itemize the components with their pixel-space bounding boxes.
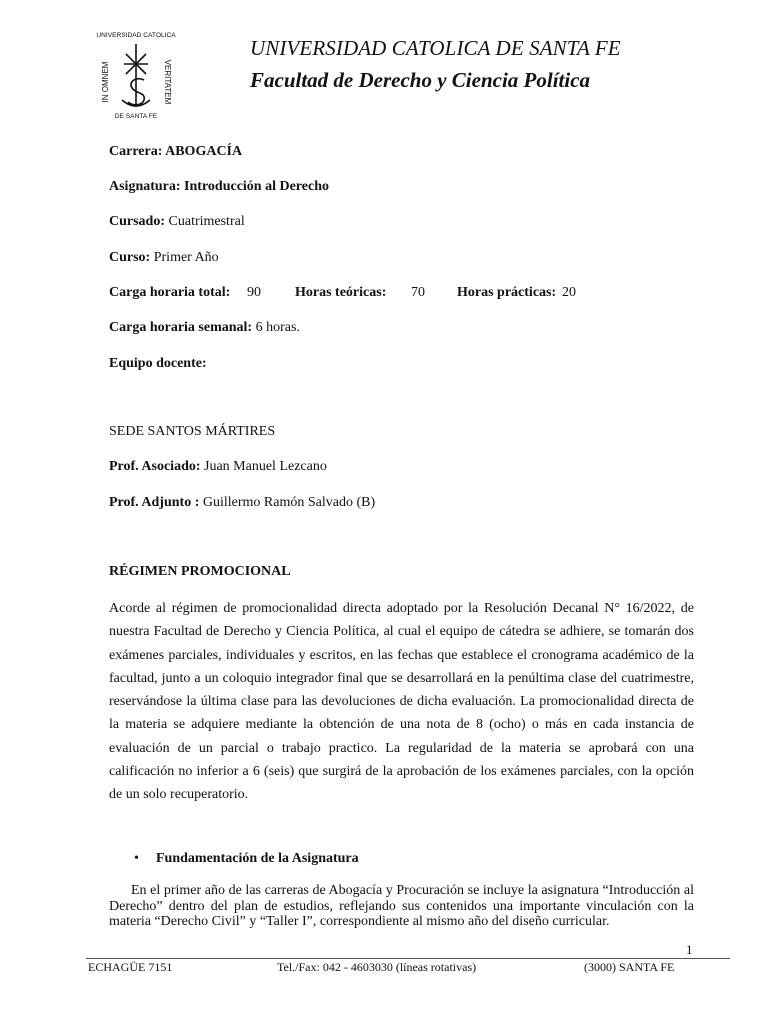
carrera-line (109, 144, 242, 160)
page-number: 1 (686, 942, 693, 957)
asociado-value: Juan Manuel Lezcano (200, 459, 327, 474)
sede-title (109, 424, 275, 440)
carga-total-label: Carga horaria total: (109, 285, 231, 300)
university-name: UNIVERSIDAD CATOLICA DE SANTA FE (250, 36, 621, 60)
curso-line (109, 250, 219, 266)
asignatura-label: Asignatura: Introducción al Derecho (109, 179, 329, 194)
carga-total-value: 90 (247, 285, 261, 300)
footer-address: ECHAGÜE 7151 (88, 960, 173, 974)
faculty-name: Facultad de Derecho y Ciencia Política (250, 68, 591, 92)
regimen-paragraph: Acorde al régimen de promocionalidad directa adoptado por la Resolución Decanal N° 16/2022, de nuestra Facultad de Derecho y Ciencia Política, al cual el equipo de cátedra se adhiere, se tomarán dos exámenes parciales, individuales y escritos, en las fechas que establece el cronograma académico de la facultad, junto a un coloquio integrador final que se desarrollará en la penúltima clase del cuatrimestre, reservándose la última clase para las devoluciones de dicha evaluación. La promocionalidad directa de la materia se adquiere mediante la obtención de una nota de 8 (ocho) o más en cada instancia de evaluación de un parcial o trabajo practico. La regularidad de la materia se aprobará con una calificación no inferior a 6 (seis) que surgirá de la aprobación de los exámenes parciales, con la opción de un solo recuperatorio. (109, 601, 694, 803)
horas-teoricas-label: Horas teóricas: (295, 285, 387, 300)
university-logo (92, 26, 180, 122)
adjunto-label: Prof. Adjunto : (109, 495, 200, 510)
asociado-label: Prof. Asociado: (109, 459, 201, 474)
footer-city: (3000) SANTA FE (584, 960, 675, 974)
fundamentacion-title: Fundamentación de la Asignatura (156, 851, 359, 866)
logo-emblem (92, 26, 180, 122)
equipo-line (109, 356, 207, 372)
cursado-line (109, 214, 245, 230)
carga-semanal-value: 6 horas. (252, 320, 300, 335)
asignatura-line (109, 179, 329, 195)
horas-practicas-label: Horas prácticas: (457, 285, 557, 300)
curso-value: Primer Año (150, 250, 219, 265)
carga-horaria-line (109, 285, 709, 303)
cursado-label: Cursado: (109, 214, 166, 229)
logo-right-text: VERITATEM (163, 59, 172, 105)
logo-top-text: UNIVERSIDAD CATOLICA (96, 32, 176, 39)
logo-bottom-text: DE SANTA FE (114, 113, 158, 120)
curso-label: Curso: (109, 250, 151, 265)
logo-left-text: IN OMNEM (101, 61, 110, 103)
adjunto-line (109, 495, 375, 511)
logo-symbol (122, 44, 150, 106)
sede-title-text: SEDE SANTOS MÁRTIRES (109, 424, 276, 439)
carrera-label: Carrera: ABOGACÍA (109, 144, 243, 159)
footer-divider (86, 958, 730, 959)
carga-semanal-line (109, 320, 300, 336)
fundamentacion-paragraph: En el primer año de las carreras de Abogacía y Procuración se incluye la asignatura “Introducción al Derecho” dentro del plan de estudios, reflejando sus contenidos una importante vinculación con la materia “Derecho Civil” y “Taller I”, correspondiente al mismo año del diseño curricular. (109, 883, 694, 929)
regimen-title: RÉGIMEN PROMOCIONAL (109, 564, 291, 579)
equipo-label: Equipo docente: (109, 356, 207, 371)
horas-teoricas-value: 70 (411, 285, 425, 300)
horas-practicas-value: 20 (562, 285, 576, 300)
asociado-line (109, 459, 327, 475)
footer-phone: Tel./Fax: 042 - 4603030 (líneas rotativas) (277, 960, 477, 974)
carga-semanal-label: Carga horaria semanal: (109, 320, 253, 335)
cursado-value: Cuatrimestral (165, 214, 245, 229)
bullet-icon: • (134, 851, 139, 866)
adjunto-value: Guillermo Ramón Salvado (B) (199, 495, 376, 510)
